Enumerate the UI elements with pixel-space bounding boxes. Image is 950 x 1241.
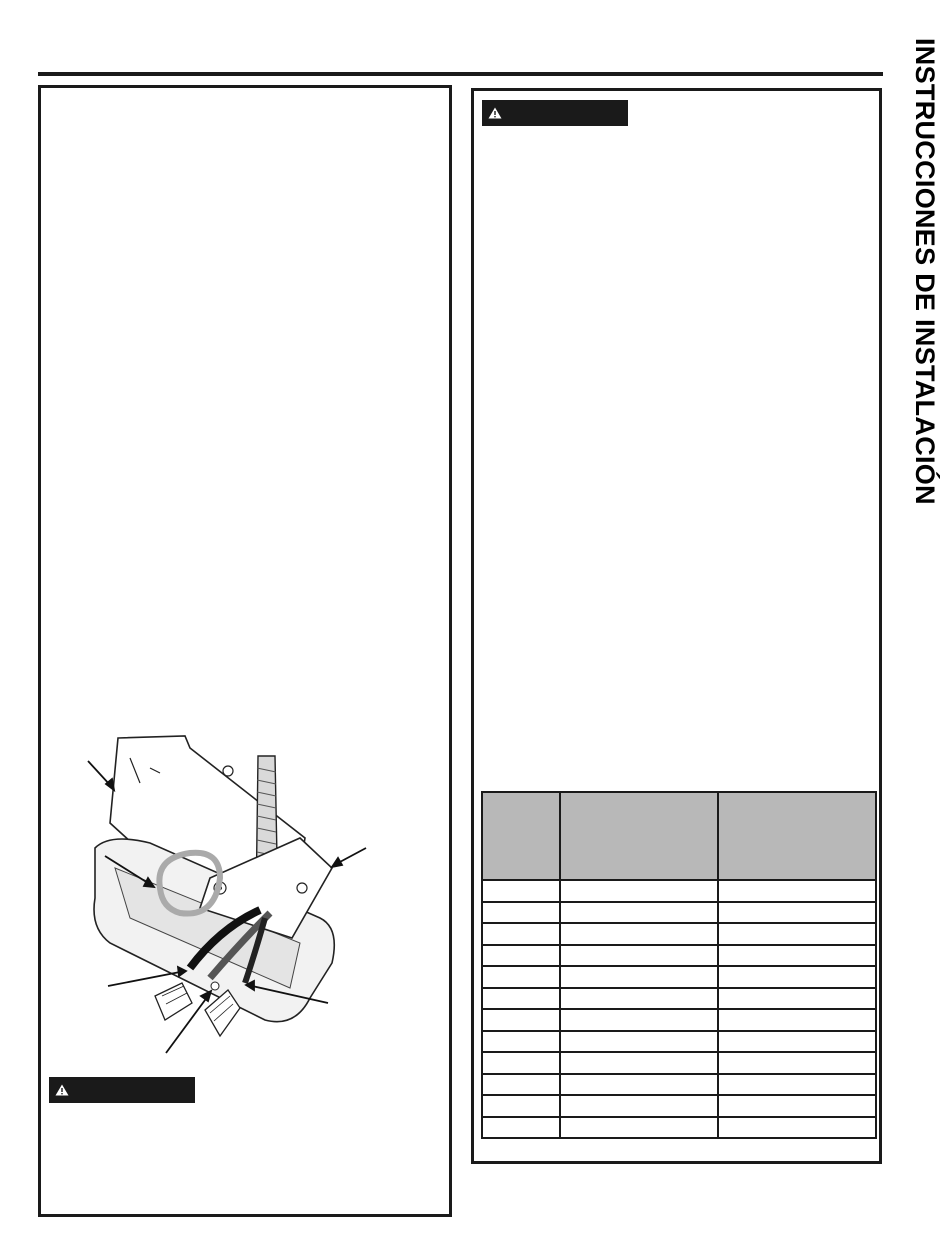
table-row (482, 945, 876, 967)
table-row (482, 1095, 876, 1117)
table-header-cell (560, 792, 718, 880)
table-header-cell (482, 792, 560, 880)
table-row (482, 902, 876, 924)
table-row (482, 966, 876, 988)
table-header-cell (718, 792, 876, 880)
warning-triangle-icon (55, 1084, 69, 1096)
table-row (482, 988, 876, 1010)
table-row (482, 923, 876, 945)
top-rule (38, 72, 883, 76)
page-side-title: INSTRUCCIONES DE INSTALACIÓN (910, 38, 940, 505)
spec-table (481, 791, 877, 1139)
table-row (482, 1117, 876, 1139)
warning-triangle-icon (488, 107, 502, 119)
table-row (482, 1052, 876, 1074)
warning-banner-left (49, 1077, 195, 1103)
table-header-row (482, 792, 876, 880)
table-row (482, 1031, 876, 1053)
wiring-diagram (70, 728, 370, 1058)
table-row (482, 1009, 876, 1031)
table-row (482, 1074, 876, 1096)
table-row (482, 880, 876, 902)
warning-banner-right (482, 100, 628, 126)
